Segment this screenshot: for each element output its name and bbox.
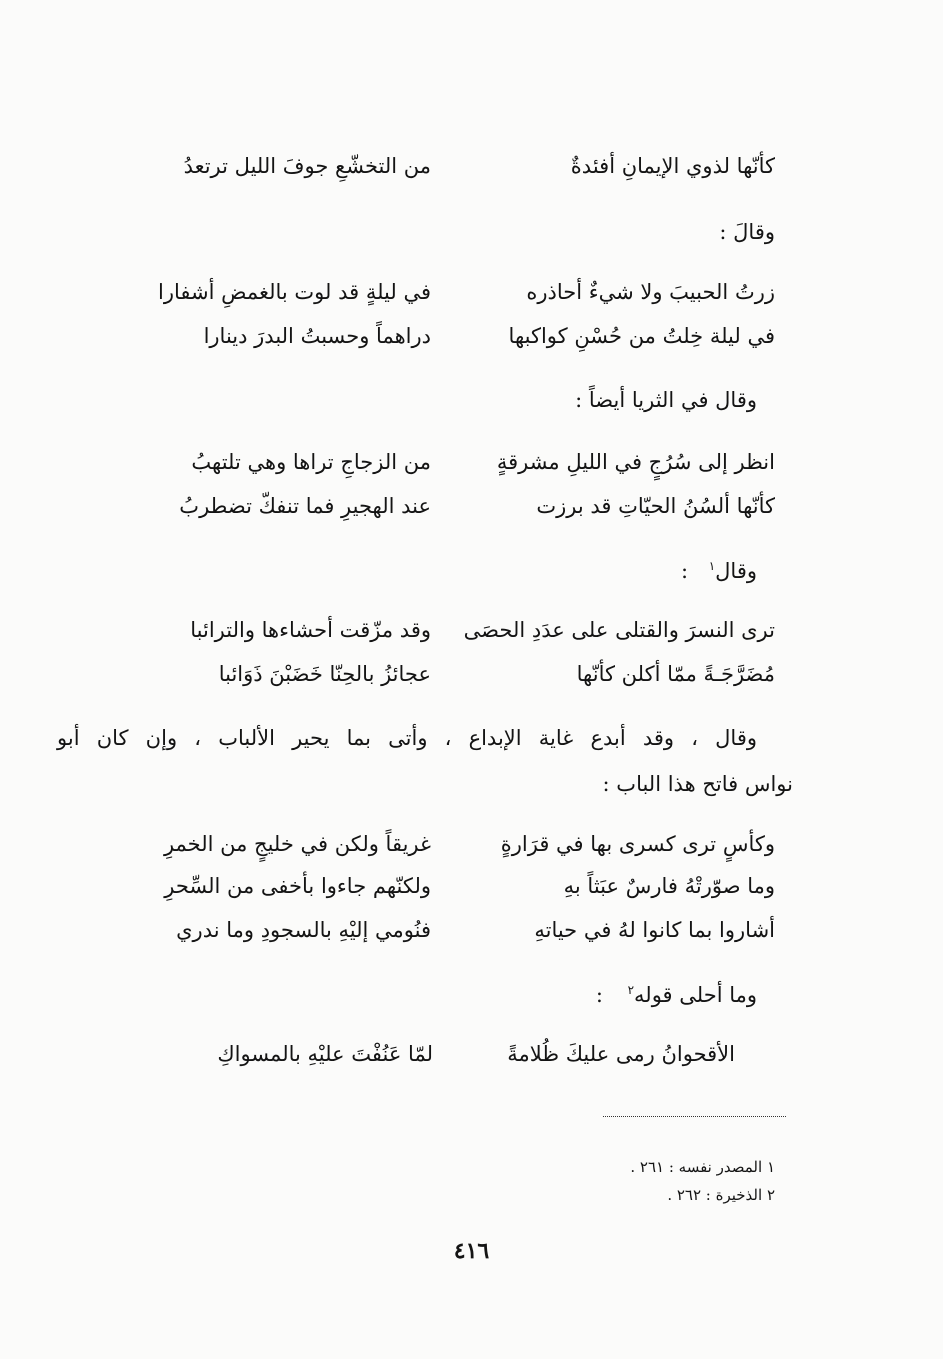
s3-verse-1-first-hemistich: ترى النسرَ والقتلى على عدَدِ الحصَى — [463, 618, 775, 642]
s3-verse-2-second-hemistich: عجائزُ بالحِنّا خَضَبْنَ ذَوَائبا — [218, 662, 431, 686]
footnote-separator — [603, 1116, 786, 1117]
s4-verse-1-second-hemistich: غريقاً ولكن في خليجٍ من الخمرِ — [163, 832, 431, 856]
s2-verse-2-second-hemistich: عند الهجيرِ فما تنفكّ تضطربُ — [179, 494, 431, 518]
s3-verse-2-first-hemistich: مُضَرَّجَـةً ممّا أكلن كأنّها — [576, 662, 775, 686]
s4-verse-1-first-hemistich: وكأسٍ ترى كسرى بها في قرَارةٍ — [500, 832, 775, 856]
section-5-intro-colon: : — [595, 983, 603, 1007]
section-4-prose-line-2: نواس فاتح هذا الباب : — [602, 772, 793, 796]
verse-1-first-hemistich: كأنّها لذوي الإيمانِ أفئدةٌ — [570, 154, 775, 178]
s1-verse-2-second-hemistich: دراهماً وحسبتُ البدرَ دينارا — [203, 324, 431, 348]
s1-verse-1-first-hemistich: زرتُ الحبيبَ ولا شيءٌ أحاذره — [526, 280, 775, 304]
section-5-intro-text: وما أحلى قوله — [634, 983, 757, 1007]
s5-verse-1-second-hemistich: لمّا عَنُفْتَ عليْهِ بالمسواكِ — [217, 1042, 433, 1066]
s2-verse-1-second-hemistich: من الزجاجِ تراها وهي تلتهبُ — [191, 450, 431, 474]
section-1-intro: وقالَ : — [719, 220, 775, 244]
s3-verse-1-second-hemistich: وقد مزّقت أحشاءها والترائبا — [190, 618, 431, 642]
s4-verse-3-first-hemistich: أشاروا بما كانوا لهُ في حياتهِ — [534, 918, 775, 942]
section-3-intro-colon: : — [680, 559, 689, 583]
s4-verse-2-second-hemistich: ولكنّهم جاءوا بأخفى من السِّحرِ — [164, 874, 431, 898]
section-4-prose-line-1: وقال ، وقد أبدع غاية الإبداع ، وأتى بما يحير الألباب ، وإن كان أبو — [57, 726, 757, 750]
footnote-mark-1: ١ — [708, 559, 716, 573]
s2-verse-2-first-hemistich: كأنّها ألسُنُ الحيّاتِ قد برزت — [536, 494, 775, 518]
section-5-intro — [596, 984, 757, 1006]
s4-verse-3-second-hemistich: فنُومي إليْهِ بالسجودِ وما ندري — [176, 918, 431, 942]
footnote-mark-2: ٢ — [627, 983, 635, 997]
footnote-1: ١ المصدر نفسه : ٢٦١ . — [630, 1158, 775, 1176]
verse-1-second-hemistich: من التخشّعِ جوفَ الليل ترتعدُ — [183, 154, 431, 178]
section-3-intro — [681, 560, 757, 582]
s2-verse-1-first-hemistich: انظر إلى سُرُجٍ في الليلِ مشرقةٍ — [496, 450, 775, 474]
section-2-intro: وقال في الثريا أيضاً : — [575, 388, 757, 412]
s1-verse-1-second-hemistich: في ليلةٍ قد لوت بالغمضِ أشفارا — [157, 280, 431, 304]
footnote-2: ٢ الذخيرة : ٢٦٢ . — [667, 1186, 775, 1204]
s5-verse-1-first-hemistich: الأقحوانُ رمى عليكَ ظُلامةً — [507, 1042, 735, 1066]
section-3-intro-text: وقال — [715, 559, 757, 583]
s1-verse-2-first-hemistich: في ليلة خِلتُ من حُسْنِ كواكبها — [508, 324, 775, 348]
page-number: ٤١٦ — [453, 1238, 490, 1264]
s4-verse-2-first-hemistich: وما صوّرتْهُ فارسٌ عبَثاً بهِ — [563, 874, 775, 898]
